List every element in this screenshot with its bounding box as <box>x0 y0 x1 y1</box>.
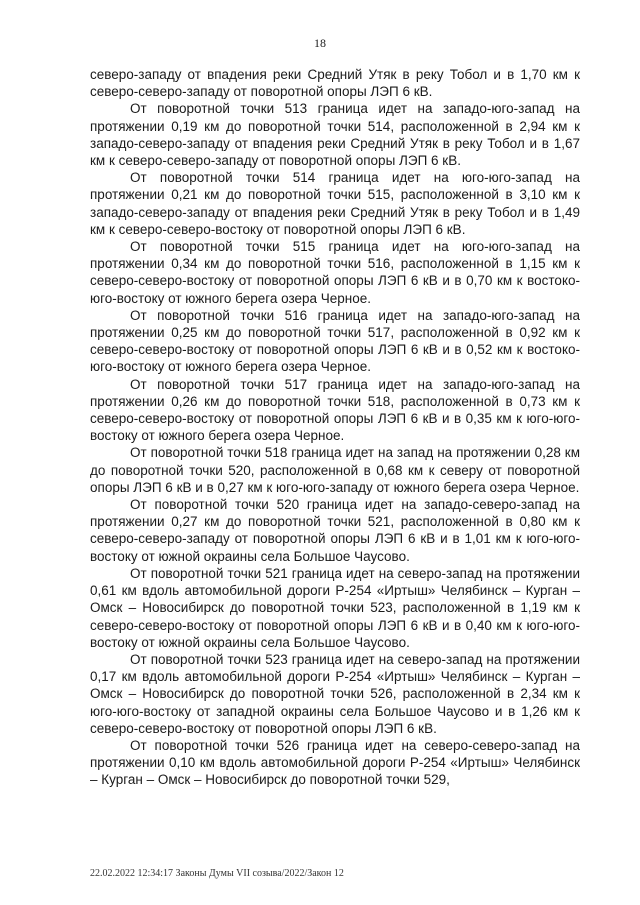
page-number: 18 <box>314 36 326 50</box>
paragraph: От поворотной точки 516 граница идет на западо-юго-запад на протяжении 0,25 км до поворотной точки 517, расположенной в 0,92 км к северо-северо-востоку от поворотной опоры ЛЭП 6 кВ и в 0,52 км к востоко-юго-востоку от южного берега озера Черное. <box>90 307 580 375</box>
paragraph: От поворотной точки 526 граница идет на северо-северо-запад на протяжении 0,10 км вдоль автомобильной дороги Р-254 «Иртыш» Челябинск – Курган – Омск – Новосибирск до поворотной точки 529, <box>90 737 580 788</box>
paragraph: От поворотной точки 514 граница идет на юго-юго-запад на протяжении 0,21 км до поворотной точки 515, расположенной в 3,10 км к западо-северо-западу от впадения реки Средний Утяк в реку Тобол и в 1,49 км к северо-северо-востоку от поворотной опоры ЛЭП 6 кВ. <box>90 170 580 237</box>
paragraph: От поворотной точки 521 граница идет на северо-запад на протяжении 0,61 км вдоль автомобильной дороги Р-254 «Иртыш» Челябинск – Курган – Омск – Новосибирск до поворотной точки 523, расположенной в 1,19 км к северо-северо-востоку от поворотной опоры ЛЭП 6 кВ и в 0,40 км к юго-юго-востоку от южной окраины села Большое Чаусово. <box>90 565 580 650</box>
paragraph: От поворотной точки 520 граница идет на западо-северо-запад на протяжении 0,27 км до поворотной точки 521, расположенной в 0,80 км к северо-северо-западу от поворотной опоры ЛЭП 6 кВ и в 1,01 км к юго-юго-востоку от южной окраины села Большое Чаусово. <box>90 497 580 564</box>
paragraph: От поворотной точки 513 граница идет на западо-юго-запад на протяжении 0,19 км до поворотной точки 514, расположенной в 2,94 км к западо-северо-западу от впадения реки Средний Утяк в реку Тобол и в 1,67 км к северо-северо-западу от поворотной опоры ЛЭП 6 кВ. <box>90 101 580 169</box>
document-footer: 22.02.2022 12:34:17 Законы Думы VII созыва/2022/Закон 12 <box>90 868 344 879</box>
paragraph: От поворотной точки 523 граница идет на северо-запад на протяжении 0,17 км вдоль автомобильной дороги Р-254 «Иртыш» Челябинск – Курган – Омск – Новосибирск до поворотной точки 526, расположенной в 2,34 км к юго-юго-востоку от западной окраины села Большое Чаусово и в 1,26 км к северо-северо-востоку от поворотной опоры ЛЭП 6 кВ. <box>90 651 580 736</box>
document-body <box>90 66 580 789</box>
paragraph: северо-западу от впадения реки Средний Утяк в реку Тобол и в 1,70 км к северо-северо-западу от поворотной опоры ЛЭП 6 кВ. <box>90 67 580 100</box>
paragraph: От поворотной точки 518 граница идет на запад на протяжении 0,28 км до поворотной точки 520, расположенной в 0,68 км к северу от поворотной опоры ЛЭП 6 кВ и в 0,27 км к юго-юго-западу от южного берега озера Черное. <box>90 445 580 495</box>
paragraph: От поворотной точки 515 граница идет на юго-юго-запад на протяжении 0,34 км до поворотной точки 516, расположенной в 1,15 км к северо-северо-востоку от поворотной опоры ЛЭП 6 кВ и в 0,70 км к востоко-юго-востоку от южного берега озера Черное. <box>90 239 580 306</box>
paragraph: От поворотной точки 517 граница идет на западо-юго-запад на протяжении 0,26 км до поворотной точки 518, расположенной в 0,73 км к северо-северо-востоку от поворотной опоры ЛЭП 6 кВ и в 0,35 км к юго-юго-востоку от южного берега озера Черное. <box>90 376 580 444</box>
